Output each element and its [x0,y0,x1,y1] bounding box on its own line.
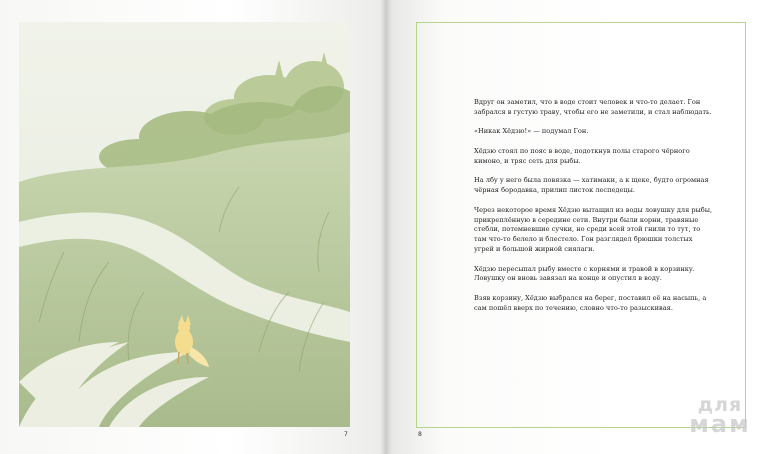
watermark-line-1: для [697,394,743,416]
page-number-left: 7 [344,431,348,438]
page-number-right: 8 [418,431,422,438]
paragraph: «Никак Хёдзю!» — подумал Гон. [474,127,589,136]
paragraph: Хёдзю пересыпал рыбу вместе с корнями и травой в корзинку. Ловушку он вновь завязал на конце и опустил в воду. [474,264,695,283]
watermark-logo [678,394,762,438]
book-gutter [380,0,392,454]
paragraph: Через некоторое время Хёдзю вытащил из воды ловушку для рыбы, прикреплённую в середине сети. Внутри были корни, травяные стебли, потемневшие сучки, но среди всей этой гнили то тут, то там что-то белело и блестело. Гон разглядел брюшки толстых угрей и большой жирной сиялаги. [474,205,713,253]
paragraph: На лбу у него была повязка — хатимаки, а к щеке, будто огромная чёрная бородавка, прилип листок леспедецы. [474,176,709,195]
paragraph: Вдруг он заметил, что в воде стоит человек и что-то делает. Гон забрался в густую траву, чтобы его не заметили, и стал наблюдать. [474,98,712,116]
watermark-line-2: мам [689,410,751,438]
story-text [474,98,714,323]
illustration-fox-in-meadow [19,22,350,427]
paragraph: Хёдзю стоял по пояс в воде, подоткнув полы старого чёрного кимоно, и тряс сеть для рыбы. [474,146,690,165]
paragraph: Взяв корзину, Хёдзю выбрался на берег, поставил её на насыпь, а сам пошёл вверх по течению, словно что-то разыскивая. [474,293,707,312]
